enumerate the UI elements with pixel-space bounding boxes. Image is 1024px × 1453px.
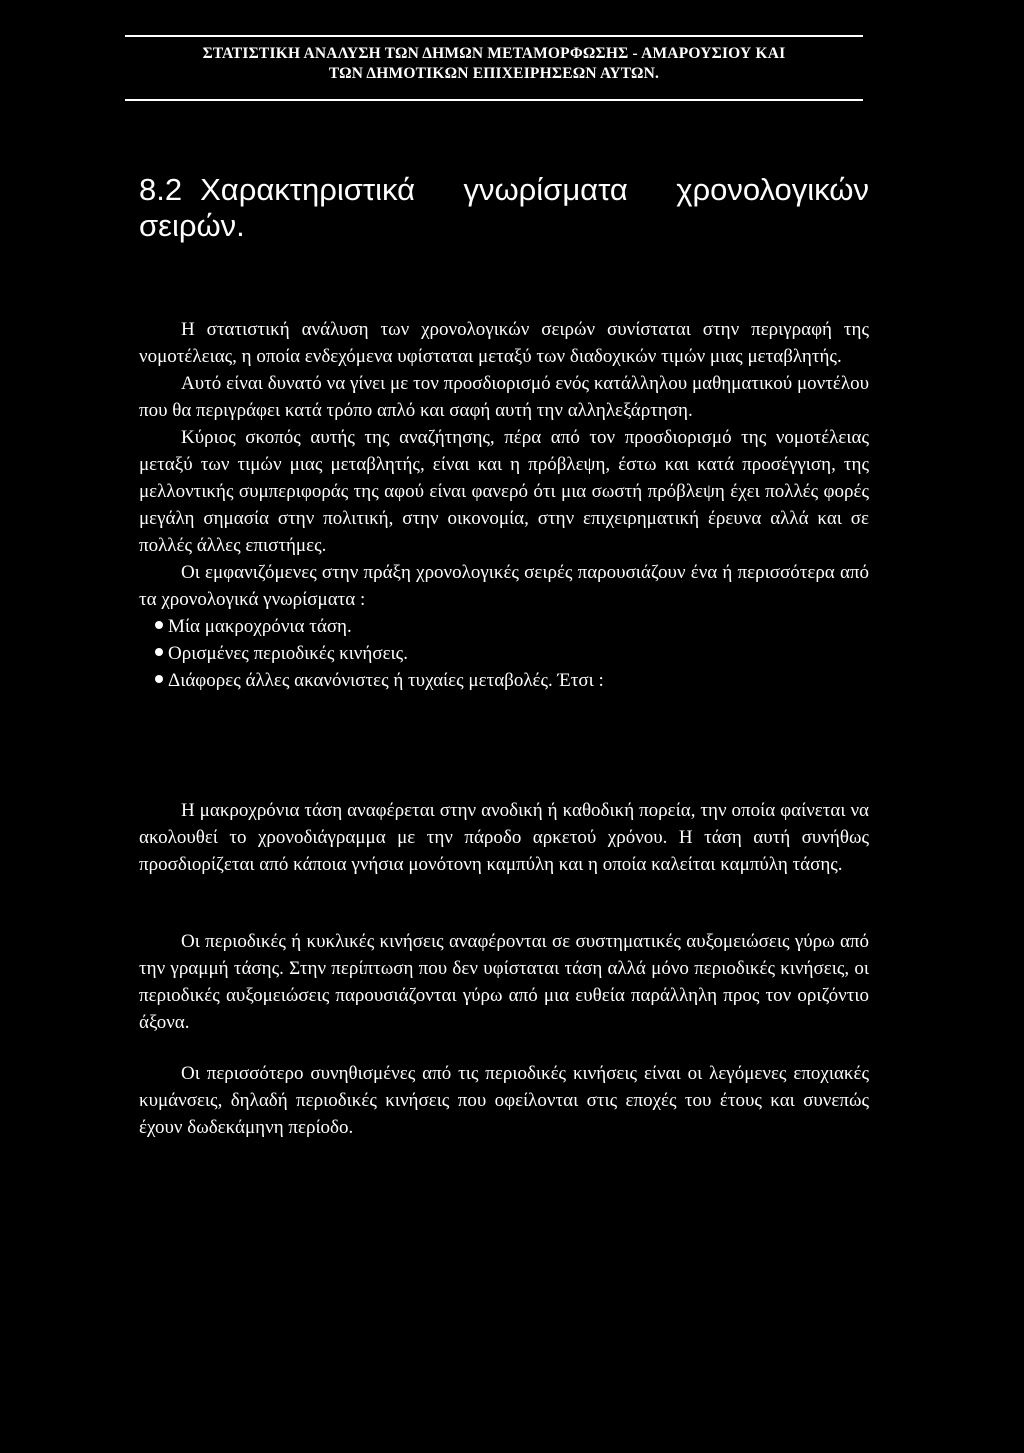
- body-block-intro: [139, 316, 869, 694]
- list-item: [155, 667, 869, 694]
- bullet-icon: [155, 675, 163, 683]
- list-item-text: Μία μακροχρόνια τάση.: [168, 616, 352, 637]
- body-block-periodic: [139, 928, 869, 1036]
- running-header: [125, 44, 863, 84]
- paragraph-2: Αυτό είναι δυνατό να γίνει με τον προσδιορισμό ενός κατάλληλου μαθηματικού μοντέλου που θα περιγράφει κατά τρόπο απλό και σαφή αυτή την αλληλεξάρτηση.: [139, 373, 869, 421]
- paragraph-4: Οι εμφανιζόμενες στην πράξη χρονολογικές σειρές παρουσιάζουν ένα ή περισσότερα από τα χρονολογικά γνωρίσματα :: [139, 562, 869, 610]
- section-title-text: Χαρακτηριστικά γνωρίσματα χρονολογικών σειρών.: [139, 172, 869, 243]
- list-item-text: Ορισμένες περιοδικές κινήσεις.: [168, 643, 408, 664]
- list-item-text: Διάφορες άλλες ακανόνιστες ή τυχαίες μεταβολές. Έτσι :: [168, 670, 604, 691]
- paragraph-7: Οι περισσότερο συνηθισμένες από τις περιοδικές κινήσεις είναι οι λεγόμενες εποχιακές κυμάνσεις, δηλαδή περιοδικές κινήσεις που οφείλονται στις εποχές του έτους και συνεπώς έχουν δωδεκάμηνη περίοδο.: [139, 1063, 869, 1138]
- list-item: [155, 613, 869, 640]
- header-line-2: ΤΩΝ ΔΗΜΟΤΙΚΩΝ ΕΠΙΧΕΙΡΗΣΕΩΝ ΑΥΤΩΝ.: [328, 65, 660, 82]
- paragraph-3: Κύριος σκοπός αυτής της αναζήτησης, πέρα από τον προσδιορισμό της νομοτέλειας μεταξύ των τιμών μιας μεταβλητής, είναι και η πρόβλεψη, έστω και κατά προσέγγιση, της μελλοντικής συμπεριφοράς της αφού είναι φανερό ότι μια σωστή πρόβλεψη έχει πολλές φορές μεγάλη σημασία στην πολιτική, στην οικονομία, στην επιχειρηματική έρευνα αλλά και σε πολλές άλλες επιστήμες.: [139, 427, 869, 556]
- bullet-icon: [155, 621, 163, 629]
- features-list: [139, 613, 869, 694]
- section-number: 8.2: [139, 172, 183, 207]
- header-bottom-rule: [125, 99, 863, 101]
- bullet-icon: [155, 648, 163, 656]
- paragraph-6: Οι περιοδικές ή κυκλικές κινήσεις αναφέρονται σε συστηματικές αυξομειώσεις γύρω από την γραμμή τάσης. Στην περίπτωση που δεν υφίσταται τάση αλλά μόνο περιοδικές κινήσεις, οι περιοδικές αυξομειώσεις παρουσιάζονται γύρω από μια ευθεία παράλληλη προς τον οριζόντιο άξονα.: [139, 931, 869, 1033]
- body-block-seasonal: [139, 1060, 869, 1141]
- section-heading: [139, 172, 869, 244]
- paragraph-5: Η μακροχρόνια τάση αναφέρεται στην ανοδική ή καθοδική πορεία, την οποία φαίνεται να ακολουθεί το χρονοδιάγραμμα με την πάροδο αρκετού χρόνου. Η τάση αυτή συνήθως προσδιορίζεται από κάποια γνήσια μονότονη καμπύλη και η οποία καλείται καμπύλη τάσης.: [139, 800, 869, 875]
- list-item: [155, 640, 869, 667]
- body-block-trend: [139, 797, 869, 878]
- paragraph-1: Η στατιστική ανάλυση των χρονολογικών σειρών συνίσταται στην περιγραφή της νομοτέλειας, η οποία ενδεχόμενα υφίσταται μεταξύ των διαδοχικών τιμών μιας μεταβλητής.: [139, 319, 869, 367]
- header-line-1: ΣΤΑΤΙΣΤΙΚΗ ΑΝΑΛΥΣΗ ΤΩΝ ΔΗΜΩΝ ΜΕΤΑΜΟΡΦΩΣΗΣ - ΑΜΑΡΟΥΣΙΟΥ ΚΑΙ: [202, 45, 786, 62]
- header-top-rule: [125, 35, 863, 37]
